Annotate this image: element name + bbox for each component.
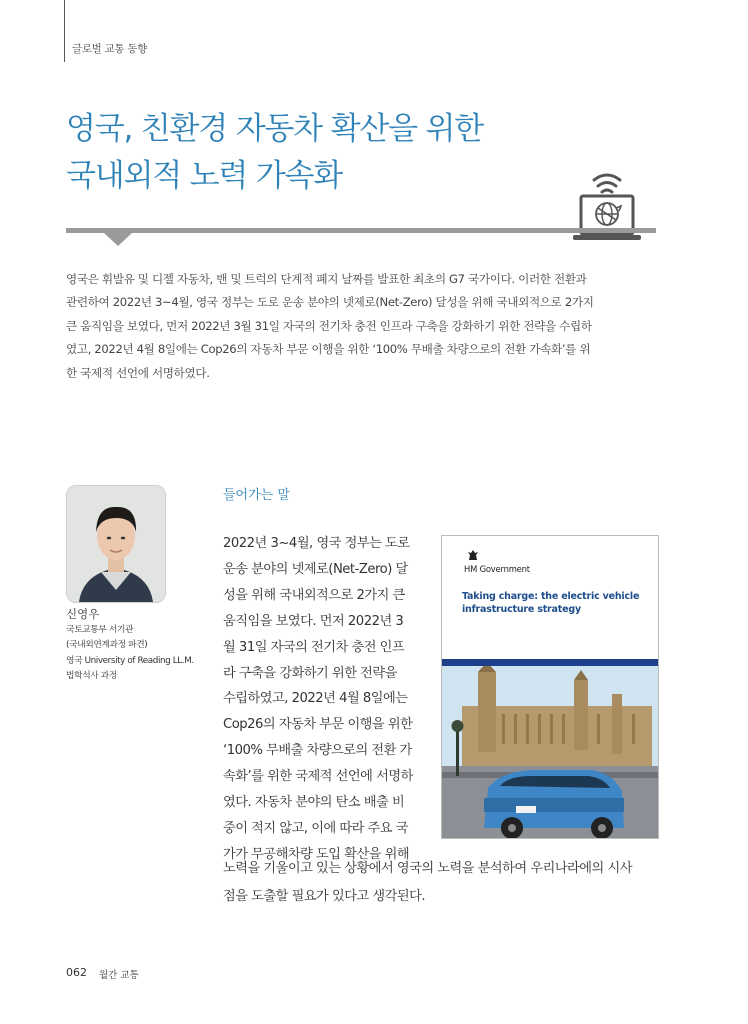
section-heading: 들어가는 말 [223,488,290,503]
body-line: 월 31일 자국의 전기차 충전 인프 [223,639,405,655]
body-line: 노력을 기울이고 있는 상황에서 영국의 노력을 분석하여 우리나라에의 시사 [223,861,632,876]
body-line: 점을 도출할 필요가 있다고 생각된다. [223,889,426,904]
cover-title: Taking charge: the electric vehicle infrastructure strategy [462,591,640,615]
parliament-electric-car-photo [442,666,658,838]
body-line: 였다. 자동차 분야의 탄소 배출 비 [223,795,405,811]
title-divider [66,228,656,233]
section-label: 글로벌 교통 동향 [72,43,147,55]
title-line-1: 영국, 친환경 자동차 확산을 위한 [66,111,483,147]
abstract-line: 큰 움직임을 보였다, 먼저 2022년 3월 31일 자국의 전기차 충전 인프라 구축을 강화하기 위한 전략을 수립하 [66,318,592,333]
author-info-line: (국내외연계과정 파견) [66,640,148,651]
body-line: 움직임을 보였다. 먼저 2022년 3 [223,613,404,629]
body-line: 수립하였고, 2022년 4월 8일에는 [223,691,408,707]
body-line: 운송 분야의 넷제로(Net-Zero) 달 [223,561,408,577]
author-photo [66,485,166,603]
journal-name: 월간 교통 [99,970,139,981]
body-line: 가가 무공해차량 도입 확산을 위해 [223,846,410,862]
cover-band [442,659,658,666]
abstract [66,268,658,385]
body-line: 2022년 3~4월, 영국 정부는 도로 [223,536,410,551]
body-text [223,531,431,868]
author-name: 신영우 [66,607,100,621]
author-info-line: 국토교통부 서기관 [66,625,134,635]
cover-organization: HM Government [464,564,530,574]
body-line: 성을 위해 국내외적으로 2가지 큰 [223,587,405,603]
page-number: 062 [66,966,87,979]
body-line: ‘100% 무배출 차량으로의 전환 가 [223,743,412,759]
royal-crest-icon [466,548,480,562]
author-info-line: 법학석사 과정 [66,670,117,681]
abstract-line: 영국은 휘발유 및 디젤 자동차, 밴 및 트럭의 단계적 폐지 날짜를 발표한 최초의 G7 국가이다. 이러한 전환과 [66,272,587,286]
abstract-line: 였고, 2022년 4월 8일에는 Cop26의 자동차 부문 이행을 위한 ‘100% 무배출 차량으로의 전환 가속화’를 위 [66,342,591,357]
author-info [66,623,194,684]
body-line: 라 구축을 강화하기 위한 전략을 [223,665,397,681]
title-divider-notch [104,233,132,246]
abstract-line: 관련하여 2022년 3~4월, 영국 정부는 도로 운송 분야의 넷제로(Net-Zero) 달성을 위해 국내외적으로 2가지 [66,295,594,310]
body-line: 속화’를 위한 국제적 선언에 서명하 [223,769,413,785]
abstract-line: 한 국제적 선언에 서명하였다. [66,365,210,380]
title-line-2: 국내외적 노력 가속화 [66,158,343,194]
body-line: 중이 적지 않고, 이에 따라 주요 국 [223,820,408,836]
body-line: Cop26의 자동차 부문 이행을 위한 [223,717,413,733]
article-title [66,106,483,200]
report-cover-image [441,535,659,839]
body-text-continued [223,855,632,911]
author-info-line: 영국 University of Reading LL.M. [66,655,194,666]
section-rule [64,0,65,62]
